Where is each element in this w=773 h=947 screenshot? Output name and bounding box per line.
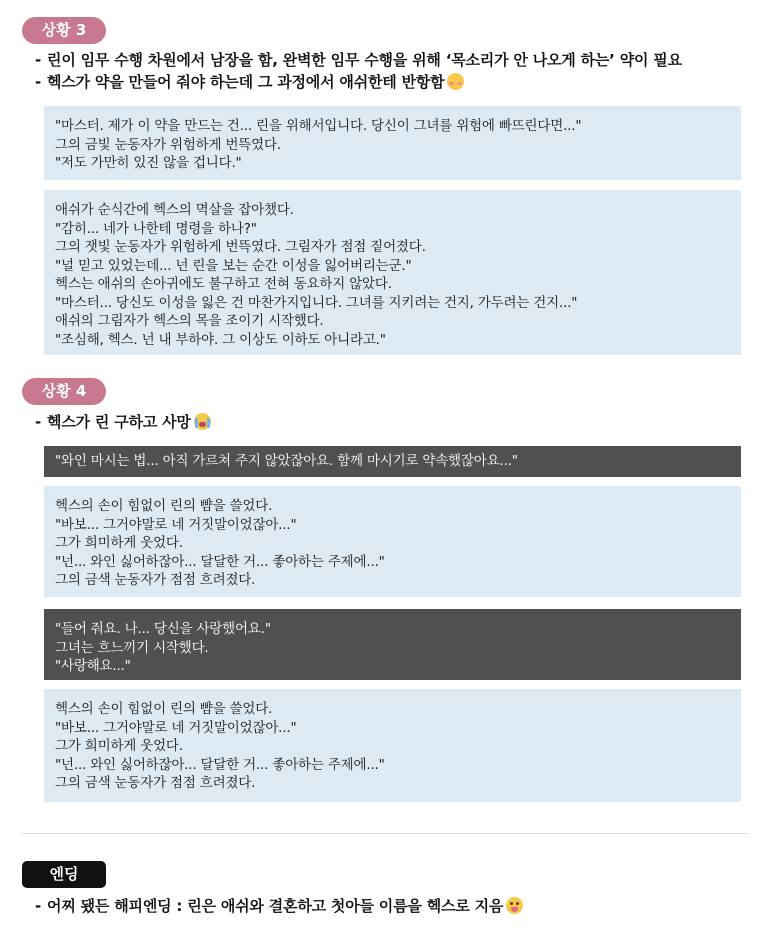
quote-line: "바보... 그거야말로 네 거짓말이었잖아..." <box>55 719 297 736</box>
bullet-dash: - <box>35 51 42 69</box>
quote-line: "조심해, 헥스. 넌 내 부하야. 그 이상도 이하도 아니라고." <box>55 331 386 348</box>
quote-line: 그의 금색 눈동자가 점점 흐려졌다. <box>55 572 256 588</box>
quote-box <box>44 486 741 597</box>
section-tag-situation-3: 상황 3 <box>22 17 106 44</box>
bullet-dash: - <box>35 897 42 915</box>
section-tag-ending: 엔딩 <box>22 861 106 888</box>
bullet-text: 헥스가 약을 만들어 줘야 하는데 그 과정에서 애쉬한테 반항함 <box>47 73 445 91</box>
quote-box-dark <box>44 609 741 680</box>
bullet-item <box>35 896 523 916</box>
quote-line: "마스터. 제가 이 약을 만드는 건... 린을 위해서입니다. 당신이 그녀를 위험에 빠뜨린다면..." <box>55 118 582 134</box>
quote-line: "바보... 그거야말로 네 거짓말이었잖아..." <box>55 516 297 533</box>
bullet-text: 린이 임무 수행 차원에서 남장을 함, 완벽한 임무 수행을 위해 ‘목소리가 안 나오게 하는’ 약이 필요 <box>47 51 682 69</box>
quote-line: "들어 줘요. 나... 당신을 사랑했어요." <box>55 621 271 637</box>
bullet-item <box>35 50 682 70</box>
bullet-item <box>35 72 464 92</box>
crying-face-icon <box>194 413 211 430</box>
quote-line: "감히... 네가 나한테 명령을 하나?" <box>55 220 257 237</box>
quote-box <box>44 190 741 355</box>
quote-line: "넌... 와인 싫어하잖아... 달달한 거... 좋아하는 주제에..." <box>55 756 385 773</box>
bullet-dash: - <box>35 413 42 431</box>
quote-line: 그가 희미하게 웃었다. <box>55 738 183 754</box>
quote-box-dark <box>44 446 741 477</box>
quote-line: 그의 잿빛 눈동자가 위험하게 번뜩였다. 그림자가 점점 짙어졌다. <box>55 239 426 255</box>
bullet-text: 어찌 됐든 해피엔딩 : 린은 애쉬와 결혼하고 첫아들 이름을 헥스로 지음 <box>47 897 504 915</box>
bullet-text: 헥스가 린 구하고 사망 <box>47 413 191 431</box>
quote-line: 그의 금빛 눈동자가 위험하게 번뜩였다. <box>55 136 281 153</box>
bullet-dash: - <box>35 73 42 91</box>
quote-line: 그의 금색 눈동자가 점점 흐려졌다. <box>55 775 256 791</box>
quote-box <box>44 689 741 802</box>
quote-line: "마스터... 당신도 이성을 잃은 건 마찬가지입니다. 그녀를 지키려는 건지, 가두려는 건지..." <box>55 294 578 311</box>
section-tag-situation-4: 상황 4 <box>22 378 106 405</box>
quote-line: "넌... 와인 싫어하잖아... 달달한 거... 좋아하는 주제에..." <box>55 553 385 570</box>
quote-line: 그녀는 흐느끼기 시작했다. <box>55 639 209 656</box>
quote-box <box>44 106 741 180</box>
quote-line: "사랑해요..." <box>55 658 131 674</box>
quote-line: 애쉬의 그림자가 헥스의 목을 조이기 시작했다. <box>55 313 324 329</box>
quote-line: 헥스는 애쉬의 손아귀에도 불구하고 전혀 동요하지 않았다. <box>55 276 392 292</box>
section-divider <box>22 833 748 834</box>
tongue-face-icon <box>506 897 523 914</box>
quote-line: 헥스의 손이 힘없이 린의 뺨을 쓸었다. <box>55 701 273 717</box>
quote-line: "저도 가만히 있진 않을 겁니다." <box>55 155 242 171</box>
blushing-face-icon <box>447 73 464 90</box>
quote-line: "와인 마시는 법... 아직 가르쳐 주지 않았잖아요. 함께 마시기로 약속했잖아요..." <box>55 453 518 469</box>
quote-line: 애쉬가 순식간에 헥스의 멱살을 잡아챘다. <box>55 202 294 218</box>
quote-line: "널 믿고 있었는데... 넌 린을 보는 순간 이성을 잃어버리는군." <box>55 257 412 274</box>
quote-line: 헥스의 손이 힘없이 린의 뺨을 쓸었다. <box>55 498 273 514</box>
bullet-item <box>35 412 211 432</box>
quote-line: 그가 희미하게 웃었다. <box>55 535 183 551</box>
